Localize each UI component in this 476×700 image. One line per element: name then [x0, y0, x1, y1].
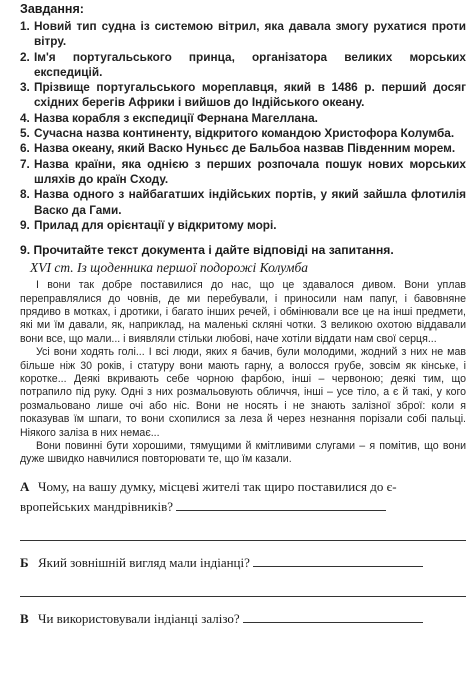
answer-line[interactable]	[253, 554, 423, 567]
document-paragraph: І вони так добре поставилися до нас, що це здавалося дивом. Вони уплав перепpавлялися до човнів, де ми перебували, і приносили нам папуг, і бавовняне прядиво в мотках, і дротики, і багато інших речей, і обмінювали все це на інші предмети, які ми їм давали, як, наприклад, на маленькі скляні чотки. З великою охотою віддавали вони все, що мали... і виявляли стільки любові, наче хотіли віддати нам свої серця...	[20, 279, 466, 345]
question-a-continued	[20, 497, 466, 517]
task-item: 9. Прилад для орієнтації у відкритому морі.	[20, 217, 277, 232]
task-item: 2. Ім'я португальського принца, організатора великих морських експедицій.	[20, 49, 466, 79]
question-c-text: Чи використовували індіанці залізо?	[38, 610, 240, 626]
task-item: 3. Прізвище португальського мореплавця, який в 1486 р. перший досяг східних берегів Африки і вийшов до Індійського океану.	[20, 80, 466, 110]
answer-line[interactable]	[176, 498, 386, 511]
answer-line[interactable]	[20, 595, 466, 597]
document-title: XVI ст. Із щоденника першої подорожі Колумба	[30, 260, 309, 276]
questions-block	[20, 477, 466, 629]
task-item: 1. Новий тип судна із системою вітрил, яка давала змогу рухатися проти вітру.	[20, 19, 466, 49]
question-b: Б Який зовнішній вигляд мали індіанці?	[20, 553, 466, 573]
question-a: А Чому, на вашу думку, місцеві жителі так щиро поставилися до є-	[20, 478, 397, 494]
task-item: 6. Назва океану, який Васко Нуньєс де Бальбоа назвав Південним морем.	[20, 141, 456, 156]
question-a-text-part1: Чому, на вашу думку, місцеві жителі так щиро поставилися до є-	[38, 478, 397, 494]
task-item: 4. Назва корабля з експедиції Фернана Магеллана.	[20, 110, 318, 125]
question-a-text-part2: вропейських мандрівників?	[20, 498, 174, 514]
tasks-heading: Завдання:	[20, 2, 84, 16]
tasks-list	[20, 19, 466, 233]
answer-line[interactable]	[243, 610, 423, 623]
question-b-text: Який зовнішній вигляд мали індіанці?	[38, 554, 250, 570]
task-item: 5. Сучасна назва континенту, відкритого командою Христофора Колумба.	[20, 126, 455, 141]
question-c: В Чи використовували індіанці залізо?	[20, 609, 466, 629]
task-item: 7. Назва країни, яка однією з перших розпочала пошук нових морських шляхів до країн Сходу.	[20, 156, 466, 186]
document-paragraph: Вони повинні бути хорошими, тямущими й кмітливими слугами – я помітив, що вони дуже швидко навчилися повторювати те, що їм казали.	[20, 440, 466, 466]
answer-line[interactable]	[20, 539, 466, 541]
section-title: 9. Прочитайте текст документа і дайте відповіді на запитання.	[20, 243, 394, 258]
task-item: 8. Назва одного з найбагатших індійських портів, у який зайшла флотилія Васко да Гами.	[20, 187, 466, 217]
document-paragraph: Усі вони ходять голі... І всі люди, яких я бачив, були молодими, жодний з них не мав більше ніж 30 років, і статуру вони мають гарну, а волосся грубе, зовсім як кінське, і коротке... Деякі вкривають себе чорною фарбою, інші – червоною; деякі тим, що потрапило під руку. Одні з них розмальовують обличчя, інші – усе тіло, а є й такі, у кого розмальовано лише очі або ніс. Вони не носять і не знають залізної зброї: коли я показував їм шпаги, то вони схопилися за леза й через незнання порізали собі пальці. Ніякого заліза в них немає...	[20, 346, 466, 439]
